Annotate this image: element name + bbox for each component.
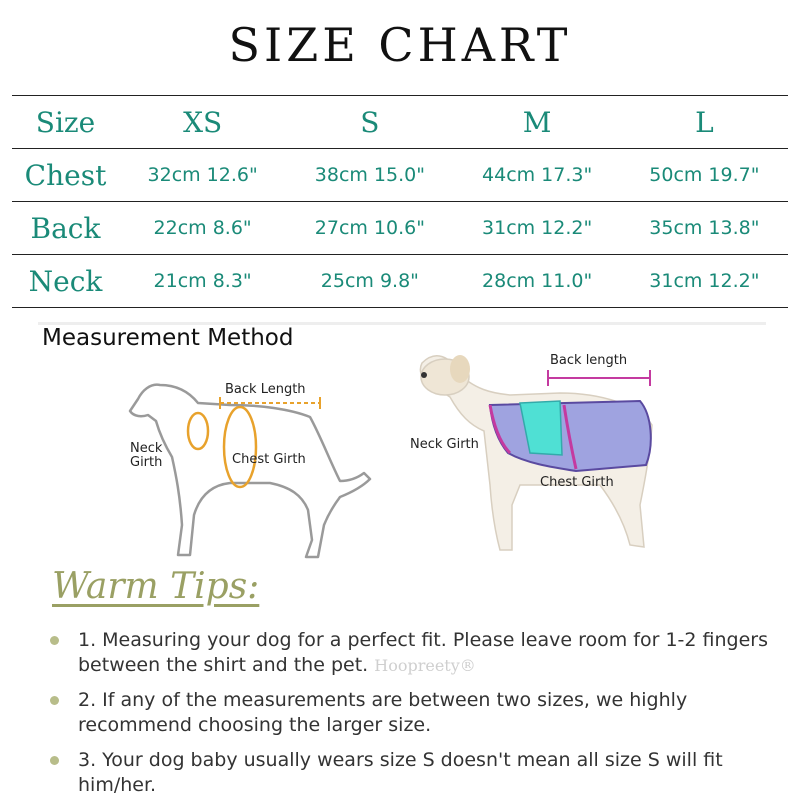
tip-text: 1. Measuring your dog for a perfect fit. Please leave room for 1-2 fingers between the shirt and the pet.: [78, 629, 769, 676]
table-cell: 22cm 8.6": [119, 202, 286, 255]
chest-label: Chest: [12, 149, 119, 202]
table-cell: 44cm 17.3": [454, 149, 621, 202]
tip-text: 2. If any of the measurements are between two sizes, we highly recommend choosing the larger size.: [78, 689, 688, 736]
table-row: [12, 149, 788, 202]
chest-girth-label-right: Chest Girth: [540, 475, 614, 490]
tips-list: [50, 628, 780, 808]
list-item: [50, 688, 780, 738]
size-table: [12, 95, 788, 308]
size-l-header: L: [621, 96, 788, 149]
table-cell: 32cm 12.6": [119, 149, 286, 202]
brand-watermark: Hoopreety®: [374, 656, 476, 675]
table-cell: 31cm 12.2": [621, 255, 788, 308]
table-row: [12, 202, 788, 255]
neck-label: Neck: [12, 255, 119, 308]
table-header-row: [12, 96, 788, 149]
back-length-label-right: Back length: [550, 353, 628, 368]
table-row: [12, 255, 788, 308]
size-xs-header: XS: [119, 96, 286, 149]
table-cell: 28cm 11.0": [454, 255, 621, 308]
bullet-dot-icon: [50, 696, 59, 705]
neck-girth-label-line1: Neck: [130, 441, 163, 456]
page-title: SIZE CHART: [228, 18, 572, 72]
table-cell: 50cm 19.7": [621, 149, 788, 202]
neck-girth-label-right: Neck Girth: [410, 437, 479, 452]
dog-outline-diagram: [120, 365, 380, 565]
bullet-dot-icon: [50, 636, 59, 645]
back-length-label: Back Length: [225, 382, 306, 397]
header-size-label: Size: [12, 96, 119, 149]
table-cell: 31cm 12.2": [454, 202, 621, 255]
table-cell: 25cm 9.8": [286, 255, 453, 308]
list-item: [50, 748, 780, 798]
table-cell: 21cm 8.3": [119, 255, 286, 308]
table-cell: 38cm 15.0": [286, 149, 453, 202]
table-cell: 35cm 13.8": [621, 202, 788, 255]
tip-text: 3. Your dog baby usually wears size S doesn't mean all size S will fit him/her.: [78, 749, 723, 796]
measurement-method-title: Measurement Method: [42, 325, 294, 351]
bullet-dot-icon: [50, 756, 59, 765]
warm-tips-title: Warm Tips:: [52, 566, 260, 607]
list-item: [50, 628, 780, 678]
size-s-header: S: [286, 96, 453, 149]
neck-girth-label-line2: Girth: [130, 455, 163, 470]
back-label: Back: [12, 202, 119, 255]
table-cell: 27cm 10.6": [286, 202, 453, 255]
chest-girth-label: Chest Girth: [232, 452, 306, 467]
dog-wearing-shirt-diagram: [400, 335, 700, 560]
size-m-header: M: [454, 96, 621, 149]
